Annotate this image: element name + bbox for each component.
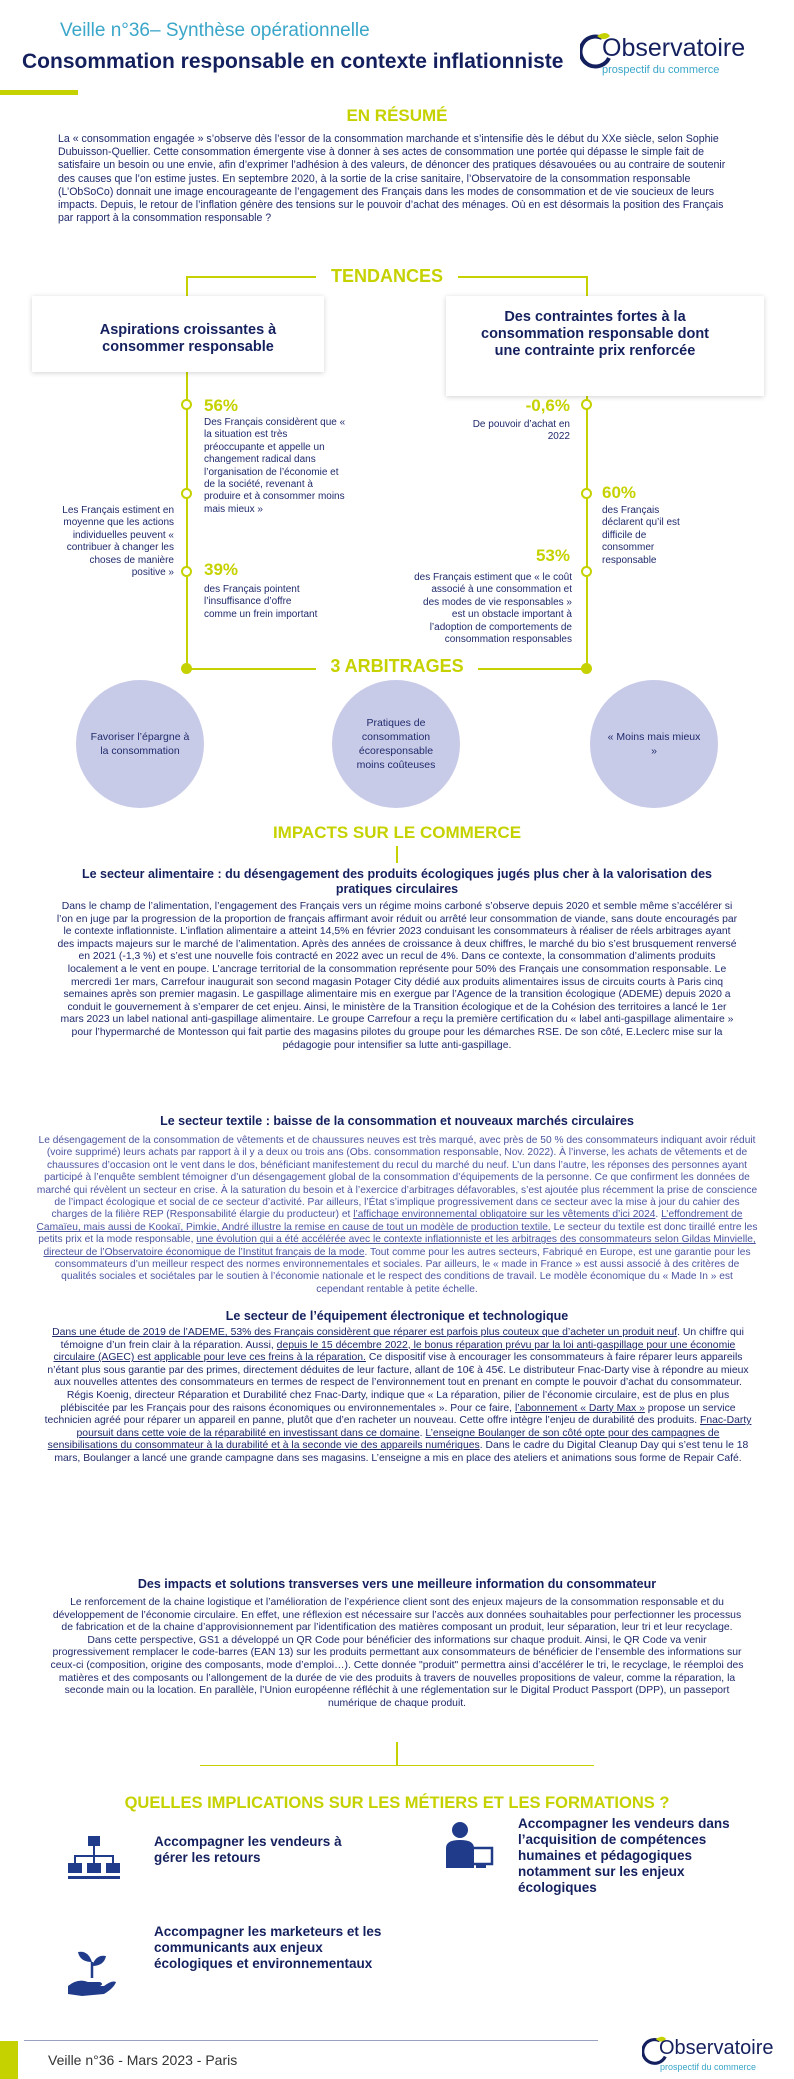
footer-rule xyxy=(24,2040,598,2041)
logo-tagline: prospectif du commerce xyxy=(602,64,720,76)
left-trend-title: Aspirations croissantes à consommer responsable xyxy=(99,322,277,355)
arbitrage-less-better-label: « Moins mais mieux » xyxy=(607,731,701,757)
electronics-link-ademe[interactable]: Dans une étude de 2019 de l’ADEME, 53% des Français considèrent que réparer est parfois plus couteux que d’acheter un produit neuf xyxy=(52,1327,678,1338)
stat-56-text: Des Français considèrent que « la situation est très préoccupante et appelle un changement radical dans l’organisation de l’économie et de la société, revenant à produire et à consommer moins mais mieux » xyxy=(204,417,346,515)
trend-ring-6 xyxy=(581,566,592,577)
hand-plant-icon xyxy=(64,1944,120,2000)
electronics-part-a: . Un chiffre qui témoigne d’un frein clair à la réparation. Aussi, xyxy=(60,1327,744,1351)
textile-link-labeling[interactable]: l’affichage environnemental obligatoire sur les vêtements d’ici 2024 xyxy=(353,1209,656,1221)
stat-53-pct: 53% xyxy=(535,546,570,565)
summary-text: La « consommation engagée » s’observe dès l’essor de la consommation marchande et s’intensifie dès le début du XXe siècle, selon Sophie Dubuisson-Quellier. Cette consommation émergente vise à donner à ses actes de consommation une portée qui dépasse le simple fait de satisfaire un besoin ou une envie, afin d’exprimer l’adhésion à des valeurs, de dénoncer des pratiques désavouées ou au contraire de soutenir des causes que l’on estime justes. En septembre 2020, à la sortie de la crise sanitaire, l’Observatoire de la consommation responsable (L’ObSoCo) donnait une image encourageante de l’engagement des Français dans les modes de consommation et de vie soucieux de leurs impacts. Depuis, le retour de l’inflation génère des tensions sur le pouvoir d’achat des ménages. Où en est désormais la position des Français par rapport à la consommation responsable ? xyxy=(58,133,726,225)
right-trend-title: Des contraintes fortes à la consommation responsable dont une contrainte prix renforcée xyxy=(481,309,709,359)
implication-returns: Accompagner les vendeurs à gérer les retours xyxy=(154,1834,342,1865)
electronics-text xyxy=(42,1327,754,1466)
stat-60-text: des Français déclarent qu’il est difficile de consommer responsable xyxy=(602,505,680,566)
textile-text xyxy=(36,1135,758,1296)
electronics-link-boulanger[interactable]: L’enseigne Boulanger de son côté opte pour des campagnes de sensibilisations du consommateur à la durabilité et à la seconde vie des appareils numériques xyxy=(47,1427,720,1452)
arbitrages-title: 3 ARBITRAGES xyxy=(316,656,478,677)
arbitrage-savings xyxy=(76,680,204,808)
trend-ring-3 xyxy=(181,566,192,577)
textile-link-minvielle[interactable]: une évolution qui a été accélérée avec le contexte inflationniste et les arbitrages des consommateurs selon Gildas Minvielle, directeur de l’Observatoire économique de l’Institut français de la mode xyxy=(43,1234,756,1258)
arbitrage-eco-practices xyxy=(332,680,460,808)
implication-skills: Accompagner les vendeurs dans l’acquisition de compétences humaines et pédagogiques notamment sur les enjeux écologiques xyxy=(518,1816,730,1895)
electronics-title: Le secteur de l’équipement électronique et technologique xyxy=(225,1309,569,1323)
electronics-link-fnac-darty[interactable]: Fnac-Darty poursuit dans cette voie de la réparabilité en investissant dans ce domaine xyxy=(76,1415,752,1439)
stat-individual-text: Les Français estiment en moyenne que les actions individuelles peuvent « contribuer à changer les choses de manière positive » xyxy=(62,505,174,579)
stat-60-pct: 60% xyxy=(602,483,637,502)
summary-title: EN RÉSUMÉ xyxy=(346,106,448,125)
implications-title: QUELLES IMPLICATIONS SUR LES MÉTIERS ET LES FORMATIONS ? xyxy=(124,1794,670,1812)
trend-ring-2 xyxy=(181,488,192,499)
footer-issue-date: Veille n°36 - Mars 2023 - Paris xyxy=(48,2052,238,2068)
textile-part-a: Le désengagement de la consommation de vêtements et de chaussures neuves est très marqué, avec près de 50 % des consommateurs indiquant avoir réduit (voire supprimé) leurs achats par rapport à il y a deux ou trois ans (Obs. consommation responsable, Nov. 2022). À l’inverse, les achats de vêtements et de chaussures d’occasion ont le vent dans le dos, bénéficiant manifestement du recul du marché du neuf. L’un dans l’autre, les réponses des personnes ayant participé à l’enquête semblent témoigner d’un désengagement global de la consommation d’équipements de la personne. Ce que confirment les données de marché qui révèlent un secteur en crise. À la saturation du besoin et à l’exercice d’arbitrages défavorables, s’est ajoutée plus récemment la prise de conscience de l’impact écologique et social de ce secteur d’activité. Par ailleurs, l’État s’implique progressivement dans ce secteur avec la mise à jour du cahier des charges de la filière REP (Responsabilité élargie du producteur) et xyxy=(36,1135,758,1221)
org-chart-icon xyxy=(66,1832,122,1888)
stat-39-pct: 39% xyxy=(204,560,239,579)
arbitrage-less-better xyxy=(590,680,718,808)
arbitrage-eco-practices-label: Pratiques de consommation écoresponsable moins coûteuses xyxy=(356,717,436,771)
footer-accent-bar xyxy=(0,2041,18,2079)
food-title: Le secteur alimentaire : du désengagement des produits écologiques jugés plus cher à la valorisation des pratiques circulaires xyxy=(81,867,713,896)
header-accent-rule xyxy=(0,90,78,95)
trend-ring-1 xyxy=(181,399,192,410)
trend-dot-right xyxy=(581,663,592,674)
stat-purchasing-power-text: De pouvoir d’achat en 2022 xyxy=(472,419,570,443)
trend-ring-5 xyxy=(581,488,592,499)
electronics-part-b: Ce dispositif vise à encourager les consommateurs à faire réparer leurs appareils n’étant plus sous garantie par des primes, directement déduites de leur facture, allant de 10€ à 45€. Le distributeur Fnac-Darty vise à répondre au mieux aux nouvelles attentes des consommateurs en termes de respect de l’environnement tout en prenant en compte le pouvoir d’achat du consommateur. Régis Koenig, directeur Réparation et Durabilité chez Fnac-Darty, indique que « La réparation, pilier de l’économie circulaire, est de plus en plus plébiscitée par les Français pour des raisons économiques ou environnementales ». Pour ce faire, xyxy=(47,1352,749,1414)
electronics-part-d: . xyxy=(419,1427,426,1439)
impacts-bottom-rule xyxy=(200,1765,594,1766)
textile-title: Le secteur textile : baisse de la consommation et nouveaux marchés circulaires xyxy=(160,1114,634,1128)
electronics-part-e: . Dans le cadre du Digital Cleanup Day qui s’est tenu le 18 mars, Boulanger a lancé une grande campagne dans ses magasins. L’enseigne a mis en place des ateliers et animations sous forme de Repair Café. xyxy=(54,1440,749,1464)
stat-39-text: des Français pointent l’insuffisance d’offre comme un frein important xyxy=(204,584,318,620)
electronics-link-bonus[interactable]: depuis le 15 décembre 2022, le bonus réparation prévu par la loi anti-gaspillage pour une économie circulaire (AGEC) est applicable pour leve ces freins à la réparation. xyxy=(53,1339,736,1364)
stat-purchasing-power-pct: -0,6% xyxy=(525,396,570,415)
textile-link-camaieu[interactable]: L’effondrement de Camaïeu, mais aussi de Kookaï, Pimkie, André illustre la remise en cause de tout un modèle de production textile. xyxy=(36,1209,743,1233)
textile-part-d: . Tout comme pour les autres secteurs, Fabriqué en Europe, est une garantie pour les consommateurs d’un meilleur respect des normes environnementales et sociales. Par ailleurs, le « made in France » est aussi associé à des critères de qualités sociales et sociétales par le soutien à l’économie nationale et le respect des conditions de travail. Le modèle économique du « Made In » est cependant rentable à petite échelle. xyxy=(54,1246,751,1295)
trends-title: TENDANCES xyxy=(316,266,458,287)
impacts-connector-top xyxy=(396,846,398,863)
textile-part-c: Le secteur du textile est donc tiraillé entre les petits prix et la mode responsable, xyxy=(38,1221,758,1246)
textile-part-b: . xyxy=(655,1209,662,1221)
electronics-part-c: propose un service technicien agréé pour réparer un appareil en panne, plutôt que d’en racheter un nouveau. Cette offre intègre l’enjeu de durabilité des produits. xyxy=(44,1402,736,1427)
footer-logo-brand: Observatoire xyxy=(659,2037,774,2059)
transverse-title: Des impacts et solutions transverses vers une meilleure information du consommateur xyxy=(137,1577,657,1591)
stat-56-pct: 56% xyxy=(204,396,239,415)
implication-marketing: Accompagner les marketeurs et les communicants aux enjeux écologiques et environnementaux xyxy=(154,1924,382,1971)
teacher-icon xyxy=(440,1818,496,1874)
stat-53-text: des Français estiment que « le coût associé à une consommation et des modes de vie responsables » est un obstacle important à l’adoption de comportements de consommation responsables xyxy=(414,572,572,646)
food-text: Dans le champ de l’alimentation, l’engagement des Français vers un régime moins carboné s’observe depuis 2020 et semble même s’accélérer si l’on en juge par la progression de la proportion de français affirmant avoir réduit ou arrêté leur consommation de viande, sans doute encouragés par le contexte inflationniste. L’inflation alimentaire a atteint 14,5% en février 2023 conduisant les consommateurs à réaliser de réels arbitrages ayant des impacts majeurs sur le marché de l’alimentation. Après des années de croissance à deux chiffres, le marché du bio s’est brusquement renversé en 2021 (-1,3 %) et s’est une nouvelle fois contracté en 2022 avec un recul de 4%. Dans ce contexte, la consommation d’aliments produits localement a le vent en poupe. L’ancrage territorial de la consommation représente pour 50% des Français une consommation responsable. Le mercredi 1er mars, Carrefour inaugurait son second magasin Potager City dédié aux produits alimentaires issus de circuits courts à Paris cinq semaines après son premier magasin. Le gaspillage alimentaire mis en exergue par l’Agence de la transition écologique (ADEME) depuis 2020 a conduit le gouvernement à s’emparer de cet enjeu. Ainsi, le ministère de la Transition écologique et de la Cohésion des territoires a lancé le 1er mars 2023 un label national anti-gaspillage alimentaire. Le groupe Carrefour a reçu la première certification du « label anti-gaspillage alimentaire » pour l’hypermarché de Montesson qui fait partie des magasins pilotes du groupe pour les démarches RSE. De son côté, E.Leclerc mise sur la pédagogie pour intensifier sa lutte anti-gaspillage. xyxy=(56,901,738,1051)
trend-dot-left xyxy=(181,663,192,674)
page-title: Consommation responsable en contexte inflationniste xyxy=(22,50,564,73)
logo-brand: Observatoire xyxy=(602,34,746,62)
transverse-text: Le renforcement de la chaine logistique et l’amélioration de l’expérience client sont des enjeux majeurs de la consommation responsable et du développement de l’économie circulaire. En effet, une réflexion est nécessaire sur l’accès aux données souhaitables pour perfectionner les processus de fabrication et de la chaine d’approvisionnement par l’identification des matières composant un produit, leur séparation, leur tri et leur recyclage. Dans cette perspective, GS1 a développé un QR Code pour bénéficier des informations sur chaque produit. Ainsi, le QR Code va venir progressivement remplacer le code-barres (EAN 13) sur les produits permettant aux consommateurs de bénéficier de l’ensemble des informations sur ceux-ci (composition, origine des composants, mode d’emploi…). Cette donnée "produit" permettra ainsi d’accélérer le tri, le recyclage, le réemploi des matières et des composants ou l’allongement de la durée de vie des produits à travers de nouvelles propositions de valeur, comme la réparation, la seconde main ou la location. En parallèle, l’Union européenne réfléchit à une réglementation sur le Digital Product Passport (DPP), un passeport numérique de chaque produit. xyxy=(50,1597,744,1709)
impacts-title: IMPACTS SUR LE COMMERCE xyxy=(272,823,522,842)
veille-number: Veille n°36– Synthèse opérationnelle xyxy=(60,20,370,41)
trend-ring-4 xyxy=(581,399,592,410)
arbitrage-savings-label: Favoriser l’épargne à la consommation xyxy=(90,731,190,757)
electronics-link-darty-max[interactable]: l’abonnement « Darty Max » xyxy=(514,1402,645,1414)
impacts-connector-bottom xyxy=(396,1742,398,1765)
footer-logo-tagline: prospectif du commerce xyxy=(660,2062,757,2072)
